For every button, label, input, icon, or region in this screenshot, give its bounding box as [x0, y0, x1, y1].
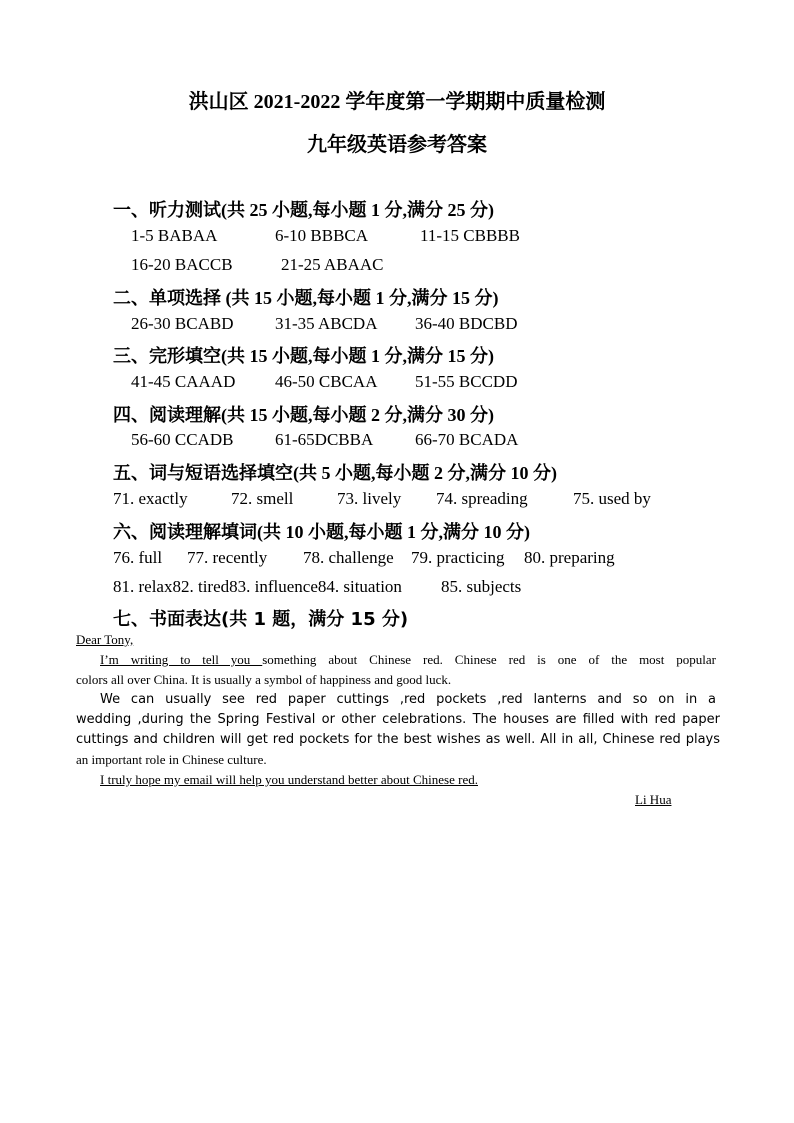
answer-item: 85. subjects	[441, 577, 522, 596]
letter-closing-line: I truly hope my email will help you understand better about Chinese red.	[100, 772, 478, 787]
page-title: 洪山区 2021-2022 学年度第一学期期中质量检测	[188, 91, 606, 113]
answer-group: 21-25 ABAAC	[281, 255, 384, 274]
section-4-heading: 四、阅读理解(共 15 小题,每小题 2 分,满分 30 分)	[113, 405, 494, 425]
answer-group: 1-5 BABAA	[131, 226, 218, 245]
page-subtitle: 九年级英语参考答案	[307, 134, 487, 156]
letter-line: colors all over China. It is usually a symbol of happiness and good luck.	[76, 672, 452, 687]
answer-item: 80. preparing	[524, 548, 615, 567]
letter-greeting: Dear Tony,	[76, 632, 134, 647]
answer-item: 77. recently	[187, 548, 268, 567]
answer-group: 36-40 BDCBD	[415, 314, 518, 333]
section-5-heading: 五、词与短语选择填空(共 5 小题,每小题 2 分,满分 10 分)	[113, 463, 557, 483]
answer-group: 46-50 CBCAA	[275, 372, 378, 391]
answer-item: 78. challenge	[303, 548, 394, 567]
answer-group: 66-70 BCADA	[415, 430, 519, 449]
letter-underlined-phrase: I’m writing to tell you	[100, 652, 263, 667]
answer-item: 76. full	[113, 548, 163, 567]
answer-group: 41-45 CAAAD	[131, 372, 236, 391]
answer-item: 72. smell	[231, 489, 294, 508]
letter-line: cuttings and children will get red pockets for the best wishes as well. All in all, Chinese red plays	[76, 732, 720, 747]
section-3-heading: 三、完形填空(共 15 小题,每小题 1 分,满分 15 分)	[113, 346, 494, 366]
letter-text: something about Chinese red. Chinese red is one of the most popular	[262, 652, 716, 667]
letter-line: We can usually see red paper cuttings ,red pockets ,red lanterns and so on in a	[100, 692, 716, 707]
answer-group: 6-10 BBBCA	[275, 226, 369, 245]
letter-signature: Li Hua	[635, 792, 672, 807]
answer-item: 75. used by	[573, 489, 651, 508]
section-2-heading: 二、单项选择 (共 15 小题,每小题 1 分,满分 15 分)	[113, 288, 499, 308]
answer-group: 16-20 BACCB	[131, 255, 233, 274]
letter-line	[100, 650, 716, 670]
letter-line: an important role in Chinese culture.	[76, 752, 267, 767]
answer-group: 26-30 BCABD	[131, 314, 234, 333]
section-1-heading: 一、听力测试(共 25 小题,每小题 1 分,满分 25 分)	[113, 200, 494, 220]
answer-item: 73. lively	[337, 489, 402, 508]
answer-item: 79. practicing	[411, 548, 505, 567]
answer-group: 31-35 ABCDA	[275, 314, 378, 333]
answer-group: 51-55 BCCDD	[415, 372, 518, 391]
answer-item: 71. exactly	[113, 489, 188, 508]
section-6-heading: 六、阅读理解填词(共 10 小题,每小题 1 分,满分 10 分)	[113, 522, 530, 542]
section-7-heading: 七、书面表达(共 1 题，满分 15 分)	[113, 609, 409, 630]
answer-group: 61-65DCBBA	[275, 430, 374, 449]
letter-line: wedding ,during the Spring Festival or other celebrations. The houses are filled with red paper	[76, 712, 720, 727]
answer-item: 74. spreading	[436, 489, 528, 508]
answer-group: 11-15 CBBBB	[420, 226, 520, 245]
answer-group: 56-60 CCADB	[131, 430, 234, 449]
answer-item: 81. relax82. tired83. influence84. situation	[113, 577, 402, 596]
